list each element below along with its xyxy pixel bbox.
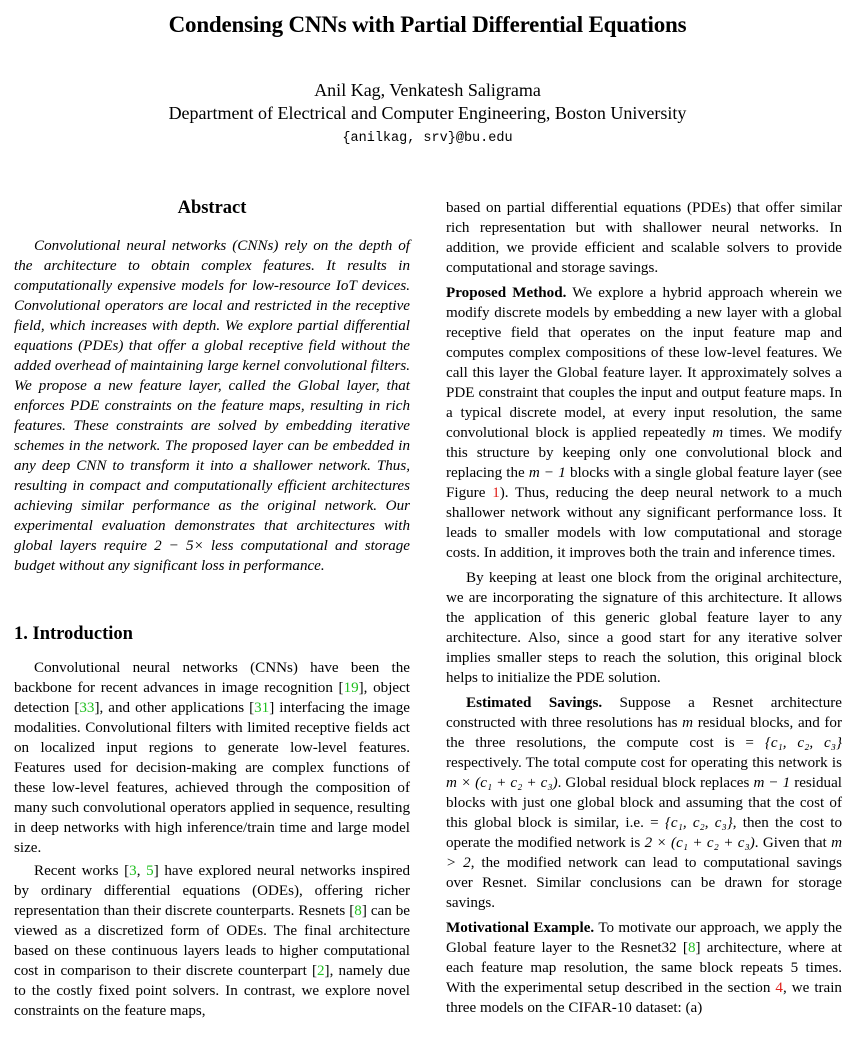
citation-link[interactable]: 31 bbox=[254, 700, 270, 716]
savings-text-6: , then the cost to operate the modified network is bbox=[446, 815, 842, 851]
estimated-savings-paragraph bbox=[446, 693, 842, 913]
intro-p2-text-1: Recent works [ bbox=[34, 863, 130, 879]
paper-title: Condensing CNNs with Partial Differential Equations bbox=[168, 12, 687, 37]
math-inline: m > 2 bbox=[446, 835, 842, 871]
savings-text-8: , the modified network can lead to computational savings over Resnet. Similar conclusions can be drawn for storage savings. bbox=[446, 855, 842, 911]
proposed-text-4: ). Thus, reducing the deep neural network to a much shallower network without any significant performance loss. It leads to smaller models with low computational and storage costs. In addition, it improves both the train and inference times. bbox=[446, 485, 842, 561]
citation-link[interactable]: 8 bbox=[687, 940, 696, 956]
citation-separator: , bbox=[136, 863, 147, 879]
abstract-section bbox=[14, 196, 410, 576]
proposed-text-2: times. We modify this structure by keeping only one convolutional block and replacing the bbox=[446, 425, 843, 481]
savings-text-2: residual blocks, and for the three resolutions, the compute cost is = bbox=[446, 715, 842, 751]
paragraph-lead-motivational-example: Motivational Example. bbox=[446, 920, 595, 936]
savings-text-1: Suppose a Resnet architecture constructed with three resolutions has bbox=[446, 695, 842, 731]
citation-link[interactable]: 33 bbox=[79, 700, 95, 716]
motivation-text-2: ] architecture, where at each feature map resolution, the same block repeats 5 times. With the experimental setup described in the section bbox=[446, 940, 842, 996]
math-inline: 2 × (c₁ + c₂ + c₃) bbox=[644, 835, 755, 851]
intro-paragraph-3: based on partial differential equations (PDEs) that offer similar rich representation but with shallower neural networks. In addition, we provide efficient and scalable solvers to provide computational and storage savings. bbox=[446, 200, 842, 276]
savings-text-4: . Global residual block replaces bbox=[557, 775, 754, 791]
proposed-text-1: We explore a hybrid approach wherein we modify discrete models by embedding a new layer with a global receptive field that operates on the input feature map and computes complex compositions of these low-level features. We call this layer the Global feature layer. It approximately solves a PDE constraint that couples the input and output feature maps. In a typical discrete model, at every input resolution, the same convolutional block is applied repeatedly bbox=[446, 285, 842, 441]
motivation-text-3: , we train three models on the CIFAR-10 dataset: (a) bbox=[446, 980, 842, 1016]
paper-authors: Anil Kag, Venkatesh Saligrama bbox=[314, 80, 541, 100]
figure-reference-link[interactable]: 1 bbox=[492, 485, 500, 501]
abstract-text: Convolutional neural networks (CNNs) rely on the depth of the architecture to obtain complex features. It results in computationally expensive models for low-resource IoT devices. Convolutional operators are local and restricted in the receptive field, which increases with depth. We explore partial differential equations (PDEs) that offer a global receptive field without the added overhead of maintaining large kernel convolutional filters. We propose a new feature layer, called the Global layer, that enforces PDE constraints on the feature maps, resulting in rich features. These constraints are solved by embedding iterative schemes in the network. The proposed layer can be embedded in any deep CNN to transform it into a shallower network. Thus, resulting in compact and computationally efficient architectures achieving similar performance as the original network. Our experimental evaluation demonstrates that architectures with global layers require 2 − 5× less computational and storage budget without any significant loss in performance. bbox=[14, 238, 410, 574]
section-reference-link[interactable]: 4 bbox=[775, 980, 783, 996]
math-inline: m − 1 bbox=[753, 775, 791, 791]
paper-affiliation: Department of Electrical and Computer Engineering, Boston University bbox=[168, 103, 687, 123]
savings-text-3: respectively. The total compute cost for operating this network is bbox=[446, 755, 842, 771]
intro-paragraph-2 bbox=[14, 861, 410, 1021]
math-inline: m bbox=[712, 425, 724, 441]
paragraph-lead-estimated-savings: Estimated Savings. bbox=[466, 695, 603, 711]
citation-link[interactable]: 2 bbox=[317, 963, 325, 979]
citation-link[interactable]: 8 bbox=[354, 903, 362, 919]
right-column bbox=[446, 198, 842, 1018]
math-inline: {c₁, c₂, c₃} bbox=[664, 815, 733, 831]
citation-link[interactable]: 5 bbox=[146, 863, 154, 879]
intro-p1-text-3: ], and other applications [ bbox=[94, 700, 255, 716]
proposed-method-paragraph bbox=[446, 283, 842, 563]
math-inline: m bbox=[682, 715, 694, 731]
author-email: {anilkag, srv}@bu.edu bbox=[342, 131, 513, 146]
intro-p2-text-3: ] can be viewed as a discretized form of ODEs. The final architecture based on these continuous layers leads to higher computational cost in comparison to their discrete counterpart [ bbox=[14, 903, 410, 979]
citation-link[interactable]: 19 bbox=[343, 680, 359, 696]
abstract-heading: Abstract bbox=[177, 198, 247, 218]
intro-p2-text-4: ], namely due to the costly fixed point solvers. In contrast, we explore novel constraints on the feature maps, bbox=[14, 963, 410, 1019]
math-inline: m × (c₁ + c₂ + c₃) bbox=[446, 775, 558, 791]
section-heading-introduction: 1. Introduction bbox=[14, 624, 133, 644]
savings-text-5: residual blocks with just one global block and assuming that the cost of this global block is similar, i.e. = bbox=[446, 775, 842, 831]
intro-p1-text-4: ] interfacing the image modalities. Convolutional filters with limited receptive fields act on localized input regions to generate low-level features. Features used for decision-making are complex functions of these low-level features, achieved through the composition of many such convolutional operators applied in sequence, resulting in deep networks with high inference/train time and large model size. bbox=[14, 700, 410, 856]
intro-p1-text-2: ], object detection [ bbox=[14, 680, 410, 716]
intro-paragraph-1 bbox=[14, 658, 410, 858]
citation-link[interactable]: 3 bbox=[129, 863, 137, 879]
left-column bbox=[14, 196, 410, 1021]
motivation-text-1: To motivate our approach, we apply the Global feature layer to the Resnet32 [ bbox=[446, 920, 842, 956]
paragraph-lead-proposed-method: Proposed Method. bbox=[446, 285, 567, 301]
intro-paragraph-5: By keeping at least one block from the original architecture, we are incorporating the signature of this architecture. It allows the application of this generic global feature layer to any architecture. Also, since a good start for any iterative solver implies smaller steps to reach the solution, this original block helps to initialize the PDE solution. bbox=[446, 570, 842, 686]
motivational-example-paragraph bbox=[446, 918, 842, 1018]
intro-p2-text-2: ] have explored neural networks inspired by ordinary differential equations (ODEs), offering richer representation than their discrete counterparts. Resnets [ bbox=[14, 863, 410, 919]
savings-text-7: . Given that bbox=[754, 835, 832, 851]
math-inline: {c₁, c₂, c₃} bbox=[764, 735, 842, 751]
intro-p1-text-1: Convolutional neural networks (CNNs) have been the backbone for recent advances in image recognition [ bbox=[14, 660, 410, 696]
math-inline: m − 1 bbox=[528, 465, 566, 481]
proposed-text-3: blocks with a single global feature layer (see Figure bbox=[446, 465, 842, 501]
